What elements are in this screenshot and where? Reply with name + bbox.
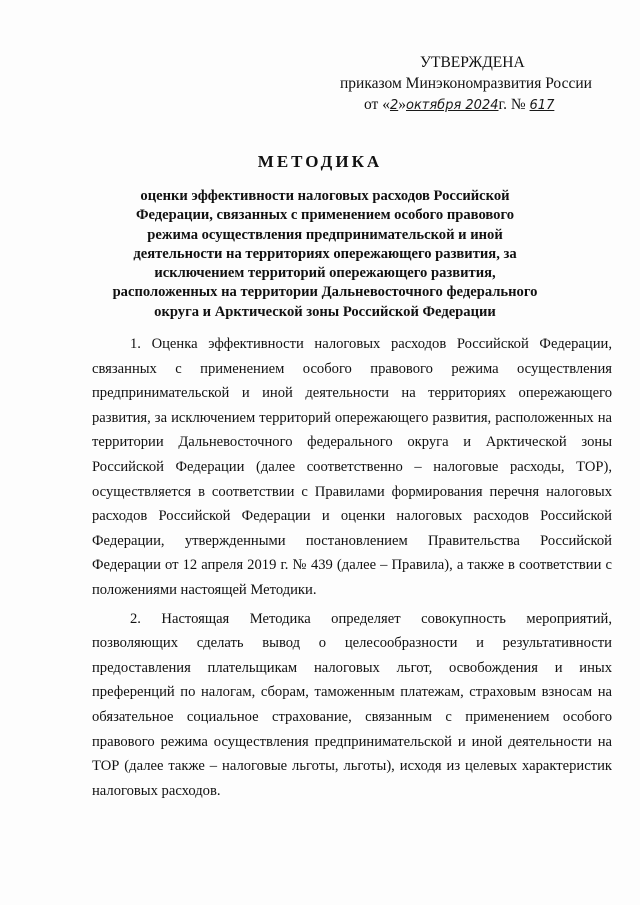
approval-stamp: [340, 52, 620, 116]
handwritten-order-number: 617: [529, 98, 555, 113]
approval-date-line: [340, 94, 620, 116]
approval-order-line: приказом Минэкономразвития России: [340, 75, 592, 92]
document-title: МЕТОДИКА: [257, 152, 383, 171]
date-g-number: г. №: [498, 96, 526, 113]
approval-heading: УТВЕРЖДЕНА: [420, 54, 525, 71]
date-mid: »: [398, 96, 406, 113]
document-subtitle: оценки эффективности налоговых расходов Российской Федерации, связанных с применением особого правового режима осуществления предпринимательской и иной деятельности на территориях опережающего развития, за исключением территорий опережающего развития, расположенных на территории Дальневосточного федерального округа и Арктической зоны Российской Федерации: [112, 188, 538, 320]
handwritten-day: 2: [389, 98, 399, 113]
paragraph-2: 2. Настоящая Методика определяет совокупность мероприятий, позволяющих сделать вывод о целесообразности и результативности предоставления плательщикам налоговых льгот, освобождения и иных преференций по налогам, сборам, таможенным платежам, страховым взносам на обязательное социальное страхование, связанным с применением особого правового режима осуществления предпринимательской и иной деятельности на ТОР (далее также – налоговые льготы, льготы), исходя из целевых характеристик налоговых расходов.: [92, 610, 612, 799]
handwritten-month-year: октября 2024: [405, 98, 499, 113]
date-prefix: от «: [364, 96, 390, 113]
paragraph-1: 1. Оценка эффективности налоговых расходов Российской Федерации, связанных с применением особого правового режима осуществления предпринимательской и иной деятельности на территориях опережающего развития, за исключением территорий опережающего развития, расположенных на территории Дальневосточного федерального округа и Арктической зоны Российской Федерации (далее соответственно – налоговые расходы, ТОР), осуществляется в соответствии с Правилами формирования перечня налоговых расходов Российской Федерации и оценки налоговых расходов Российской Федерации, утвержденными постановлением Правительства Российской Федерации от 12 апреля 2019 г. № 439 (далее – Правила), а также в соответствии с положениями настоящей Методики.: [92, 336, 612, 598]
document-body: [92, 332, 612, 807]
